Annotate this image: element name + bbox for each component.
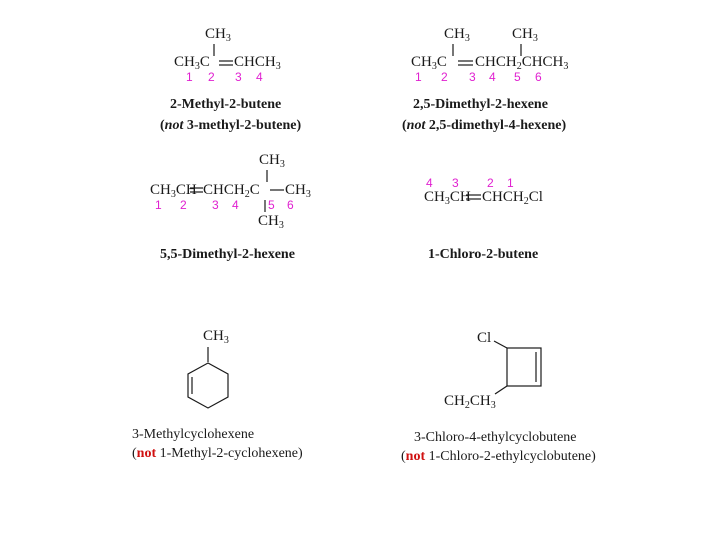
ethyl-group: $CH_2CH_3$ <box>444 393 496 411</box>
carbon-number: 1 <box>155 198 162 212</box>
compound-name: 1-Chloro-2-butene <box>428 247 539 262</box>
carbon-number: 6 <box>535 70 542 84</box>
carbon-number: 5 <box>514 70 521 84</box>
naming-note: (not 2,5-dimethyl-4-hexene) <box>402 118 567 133</box>
compound-name: 3-Chloro-4-ethylcyclobutene <box>414 430 577 445</box>
chloro-group: Cl <box>477 330 492 346</box>
main-chain-left: $CH_3CH$ <box>150 182 197 200</box>
carbon-number: 2 <box>487 176 494 190</box>
carbon-number: 1 <box>415 70 422 84</box>
methyl-group: $CH_3$ <box>205 26 231 44</box>
naming-note: (not 1-Chloro-2-ethylcyclobutene) <box>401 449 596 464</box>
compound-name: 2-Methyl-2-butene <box>170 97 282 112</box>
main-chain-left: $CH_3C$ <box>411 54 447 72</box>
carbon-number: 4 <box>232 198 239 212</box>
carbon-number: 3 <box>235 70 242 84</box>
carbon-number: 4 <box>256 70 263 84</box>
carbon-number: 4 <box>426 176 433 190</box>
compound-name: 3-Methylcyclohexene <box>132 427 255 442</box>
main-chain-right: $CHCH_2Cl$ <box>482 189 543 207</box>
methyl-group: $CH_3$ <box>444 26 470 44</box>
compound-name: 5,5-Dimethyl-2-hexene <box>160 247 295 262</box>
carbon-number: 3 <box>469 70 476 84</box>
methyl-group: $CH_3$ <box>512 26 538 44</box>
carbon-number: 2 <box>441 70 448 84</box>
carbon-number: 6 <box>287 198 294 212</box>
naming-note: (not 3-methyl-2-butene) <box>160 118 302 133</box>
methyl-group: $CH_3$ <box>259 152 285 170</box>
main-chain-middle: $CHCH_2C$ <box>203 182 260 200</box>
compound-name: 2,5-Dimethyl-2-hexene <box>413 97 548 112</box>
carbon-number: 3 <box>212 198 219 212</box>
main-chain-left: $CH_3CH$ <box>424 189 471 207</box>
carbon-number: 1 <box>186 70 193 84</box>
carbon-number: 4 <box>489 70 496 84</box>
main-chain-right: $CH_3$ <box>285 182 311 200</box>
main-chain-left: $CH_3C$ <box>174 54 210 72</box>
carbon-number: 1 <box>507 176 514 190</box>
naming-note: (not 1-Methyl-2-cyclohexene) <box>132 446 303 461</box>
main-chain-right: $CHCH_3$ <box>234 54 281 72</box>
carbon-number: 2 <box>180 198 187 212</box>
carbon-number: 2 <box>208 70 215 84</box>
carbon-number: 5 <box>268 198 275 212</box>
main-chain-right: $CHCH_2CHCH_3$ <box>475 54 569 72</box>
methyl-group: $CH_3$ <box>203 328 229 346</box>
methyl-group: $CH_3$ <box>258 213 284 231</box>
carbon-number: 3 <box>452 176 459 190</box>
